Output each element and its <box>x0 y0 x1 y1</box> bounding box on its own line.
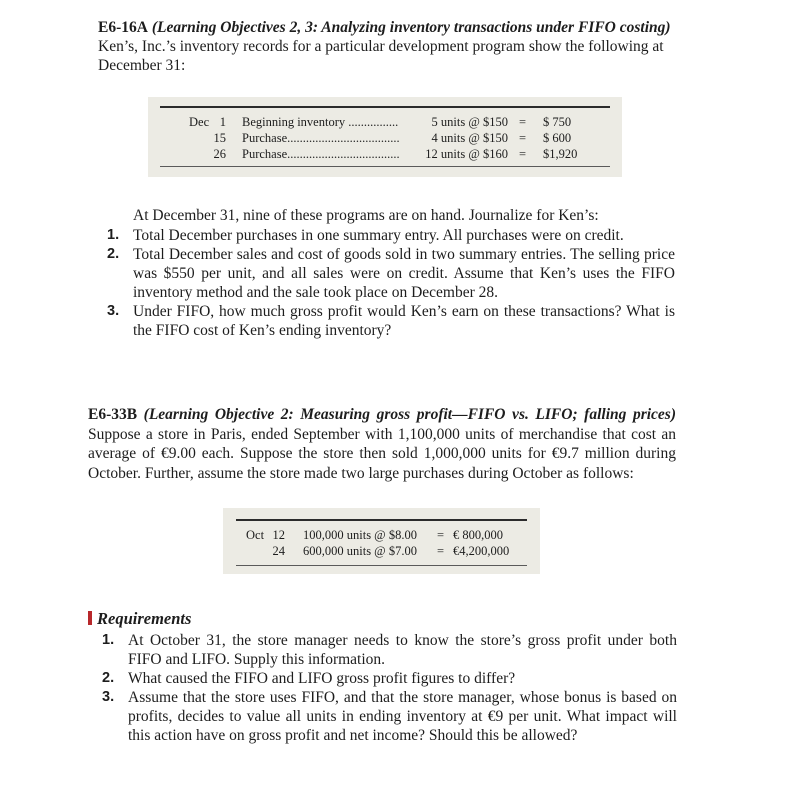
item-number: 3. <box>107 303 120 319</box>
row-equals: = <box>437 544 445 558</box>
exercise1-title-line <box>98 18 675 37</box>
list-item <box>107 245 675 302</box>
row-month: Oct <box>246 528 265 542</box>
exercise2-code: E6-33B <box>88 406 138 423</box>
requirements-title: Requirements <box>97 609 192 628</box>
list-item <box>107 302 675 340</box>
table-top-rule <box>160 106 610 108</box>
table-row <box>148 131 622 147</box>
item-number: 1. <box>102 632 115 648</box>
item-number: 3. <box>102 689 115 705</box>
exercise1-code: E6-16A <box>98 19 148 36</box>
row-equals: = <box>519 147 527 161</box>
row-day: 1 <box>219 115 226 129</box>
row-equals: = <box>437 528 445 542</box>
list-item <box>107 226 675 245</box>
item-number: 2. <box>107 246 120 262</box>
row-equals: = <box>519 115 527 129</box>
row-day: 26 <box>213 147 226 161</box>
requirements-heading <box>88 609 191 629</box>
exercise1-intro-line2: December 31: <box>98 57 186 74</box>
exercise2-header <box>88 405 676 483</box>
item-text: FIFO and LIFO. Supply this information. <box>128 651 386 668</box>
item-text: Assume that the store uses FIFO, and that the store manager, whose bonus is based on <box>128 689 677 706</box>
exercise2-intro-line: Suppose a store in Paris, ended September with 1,100,000 units of merchandise that cost an <box>88 425 676 443</box>
exercise1-intro-line1: Ken’s, Inc.’s inventory records for a particular development program show the following at <box>98 38 664 55</box>
row-amount: $ 750 <box>543 115 572 129</box>
row-amount: $1,920 <box>543 147 578 161</box>
row-amount: € 800,000 <box>453 528 503 542</box>
exercise1-subtitle: (Learning Objectives 2, 3: Analyzing inventory transactions under FIFO costing) <box>151 19 671 36</box>
row-units: 600,000 units @ $7.00 <box>303 544 417 558</box>
row-day: 24 <box>272 544 285 558</box>
list-item <box>102 669 677 688</box>
row-units: 100,000 units @ $8.00 <box>303 528 417 542</box>
table-bottom-rule <box>160 166 610 167</box>
row-day: 12 <box>272 528 285 542</box>
row-equals: = <box>519 131 527 145</box>
item-text: At October 31, the store manager needs to know the store’s gross profit under both <box>128 632 677 649</box>
row-units: 5 units @ $150 <box>431 115 508 129</box>
exercise1-header <box>98 18 675 75</box>
table-row <box>148 115 622 131</box>
table-row <box>223 528 540 544</box>
list-item <box>102 688 677 745</box>
row-month: Dec <box>189 115 210 129</box>
row-description: Purchase.................................... <box>242 131 400 145</box>
purchases-table <box>223 508 540 574</box>
exercise2-intro-line: average of €9.00 each. Suppose the store then sold 1,000,000 units for €9.7 million during <box>88 445 676 462</box>
item-text: this action have on gross profit and net income? Should this be allowed? <box>128 727 578 744</box>
list-item <box>102 631 677 669</box>
row-amount: $ 600 <box>543 131 572 145</box>
row-amount: €4,200,000 <box>453 544 510 558</box>
table-row <box>223 544 540 560</box>
inventory-table <box>148 97 622 177</box>
item-text: profits, decides to value all units in ending inventory at €9 per unit. What impact will <box>128 708 677 725</box>
item-text: Under FIFO, how much gross profit would Ken’s earn on these transactions? What is <box>133 303 675 320</box>
exercise2-subtitle: (Learning Objective 2: Measuring gross profit—FIFO vs. LIFO; falling prices) <box>143 406 677 423</box>
item-number: 2. <box>102 670 115 686</box>
row-description: Purchase.................................... <box>242 147 400 161</box>
table-bottom-rule <box>236 565 527 566</box>
item-text: method and the sale took place on December 28. <box>196 284 498 301</box>
row-day: 15 <box>213 131 226 145</box>
question-list <box>107 226 675 340</box>
exercise2-intro-line: October. Further, assume the store made two large purchases during October as follows: <box>88 464 634 482</box>
row-description: Beginning inventory ................ <box>242 115 399 129</box>
table-top-rule <box>236 519 527 521</box>
row-units: 4 units @ $150 <box>431 131 508 145</box>
requirements-list <box>102 631 677 745</box>
question-intro: At December 31, nine of these programs are on hand. Journalize for Ken’s: <box>133 207 599 224</box>
row-units: 12 units @ $160 <box>425 147 508 161</box>
item-text: What caused the FIFO and LIFO gross profit figures to differ? <box>128 670 516 687</box>
item-number: 1. <box>107 227 120 243</box>
item-text: was $550 per unit, and all sales were on credit. Assume that Ken’s uses the FIFO inventory <box>133 265 675 301</box>
item-text: the FIFO cost of Ken’s ending inventory? <box>133 322 392 339</box>
item-text: Total December purchases in one summary entry. All purchases were on credit. <box>133 227 624 244</box>
red-bar-icon <box>88 611 92 625</box>
table-row <box>148 147 622 163</box>
item-text: Total December sales and cost of goods sold in two summary entries. The selling price <box>133 246 675 263</box>
